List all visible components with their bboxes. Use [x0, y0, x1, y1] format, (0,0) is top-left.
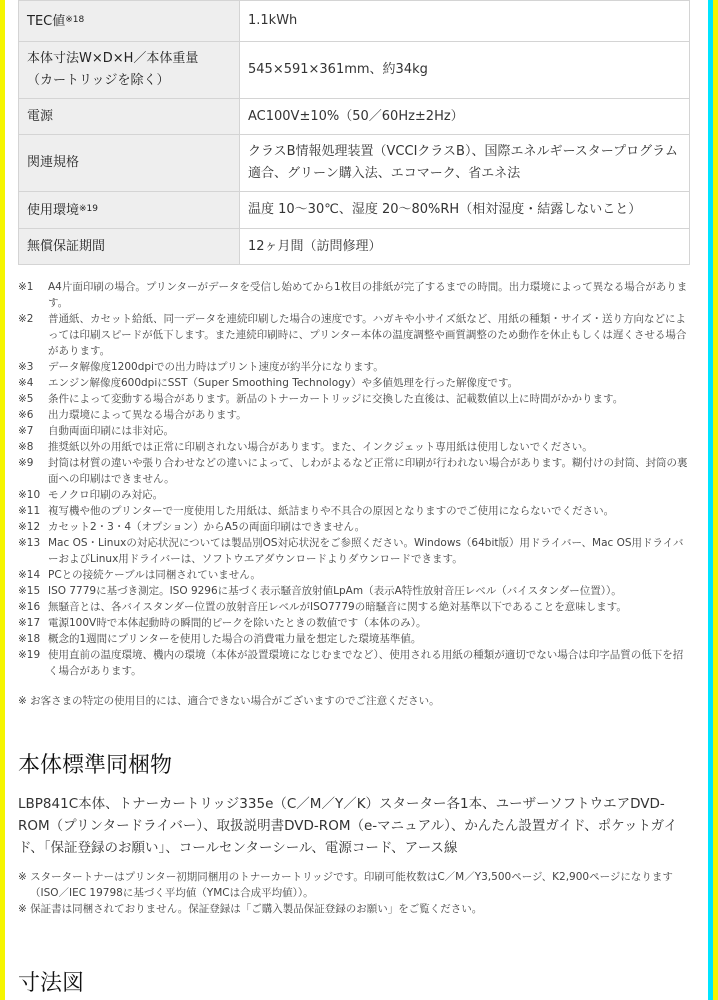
footnote: ※15 ISO 7779に基づき測定。ISO 9296に基づく表示騒音放射値LpAm（表示A特性放射音圧レベル（バイスタンダー位置））。 — [18, 585, 622, 597]
spec-label: 使用環境$^{※19}$ — [19, 192, 240, 229]
footnote: ※10 モノクロ印刷のみ対応。 — [18, 489, 164, 501]
bundle-note: ※ スタータートナーはプリンター初期同梱用のトナーカートリッジです。印刷可能枚数はC／M／Y3,500ページ、K2,900ページになります（ISO／IEC 19798に基づく平均値（YMCは合成平均値））。 — [18, 871, 673, 899]
left-edge-bar — [0, 0, 5, 1000]
spec-value: 12ヶ月間（訪問修理） — [240, 229, 690, 265]
bundle-notes — [18, 869, 690, 917]
caution-note: ※ お客さまの特定の使用目的には、適合できない場合がございますのでご注意ください。 — [18, 695, 440, 707]
footnotes — [18, 279, 690, 679]
spec-row-environment — [19, 192, 690, 229]
bundle-note: ※ 保証書は同梱されておりません。保証登録は「ご購入製品保証登録のお願い」をご覧ください。 — [18, 903, 483, 915]
spec-value: 1.1kWh — [240, 1, 690, 42]
spec-value: クラスB情報処理装置（VCCIクラスB）、国際エネルギースタープログラム適合、グリーン購入法、エコマーク、省エネ法 — [240, 135, 690, 192]
spec-row-size — [19, 42, 690, 99]
footnote: ※2 普通紙、カセット給紙、同一データを連続印刷した場合の速度です。ハガキや小サイズ紙など、用紙の種類・サイズ・送り方向などによっては印刷スピードが低下します。また連続印刷時に、プリンター本体の温度調整や画質調整のため動作を休止もしくは遅くさせる場合があります。 — [18, 313, 687, 357]
spec-label: TEC値$^{※18}$ — [19, 1, 240, 42]
spec-value: AC100V±10%（50／60Hz±2Hz） — [240, 99, 690, 135]
spec-value: 545×591×361mm、約34kg — [240, 42, 690, 99]
footnote: ※6 出力環境によって異なる場合があります。 — [18, 409, 247, 421]
footnote: ※16 無騒音とは、各バイスタンダー位置の放射音圧レベルがISO7779の暗騒音に関する絶対基準以下であることを意味します。 — [18, 601, 627, 613]
right-edge-bar — [708, 0, 718, 1000]
spec-value: 温度 10～30℃、湿度 20～80%RH（相対湿度・結露しないこと） — [240, 192, 690, 229]
spec-content — [18, 0, 690, 996]
footnote: ※5 条件によって変動する場合があります。新品のトナーカートリッジに交換した直後は、記載数値以上に時間がかかります。 — [18, 393, 624, 405]
footnote: ※17 電源100V時で本体起動時の瞬間的ピークを除いたときの数値です（本体のみ）。 — [18, 617, 427, 629]
spec-row-tec — [19, 1, 690, 42]
bundle-text: LBP841C本体、トナーカートリッジ335e（C／M／Y／K）スターター各1本、ユーザーソフトウエアDVD-ROM（プリンタードライバー）、取扱説明書DVD-ROM（e-マニュアル）、かんたん設置ガイド、ポケットガイド、「保証登録のお願い」、コールセンターシール、電源コード、アース線 — [18, 796, 678, 856]
spec-table — [18, 0, 690, 265]
footnote: ※4 エンジン解像度600dpiにSST（Super Smoothing Technology）や多値処理を行った解像度です。 — [18, 377, 519, 389]
spec-label: 無償保証期間 — [19, 229, 240, 265]
footnote: ※12 カセット2・3・4（オプション）からA5の両面印刷はできません。 — [18, 521, 366, 533]
footnote: ※7 自動両面印刷には非対応。 — [18, 425, 174, 437]
spec-label: 本体寸法W×D×H／本体重量 （カートリッジを除く） — [19, 42, 240, 99]
spec-row-power — [19, 99, 690, 135]
footnote: ※11 複写機や他のプリンターで一度使用した用紙は、紙詰まりや不具合の原因となりますのでご使用にならないでください。 — [18, 505, 615, 517]
footnote: ※1 A4片面印刷の場合。プリンターがデータを受信し始めてから1枚目の排紙が完了するまでの時間。出力環境によって異なる場合があります。 — [18, 281, 688, 309]
footnote: ※3 データ解像度1200dpiでの出力時はプリント速度が約半分になります。 — [18, 361, 384, 373]
footnote: ※19 使用直前の温度環境、機内の環境（本体が設置環境になじむまでなど）、使用される用紙の種類が適切でない場合は印字品質の低下を招く場合があります。 — [18, 649, 684, 677]
footnote: ※8 推奨紙以外の用紙では正常に印刷されない場合があります。また、インクジェット専用紙は使用しないでください。 — [18, 441, 593, 453]
spec-row-warranty — [19, 229, 690, 265]
dimensions-heading: 寸法図 — [18, 971, 85, 996]
footnote: ※18 概念的1週間にプリンターを使用した場合の消費電力量を想定した環境基準値。 — [18, 633, 422, 645]
footnote: ※9 封筒は材質の違いや張り合わせなどの違いによって、しわがよるなど正常に印刷が行われない場合があります。糊付けの封筒、封筒の裏面への印刷はできません。 — [18, 457, 688, 485]
footnote: ※13 Mac OS・Linuxの対応状況については製品別OS対応状況をご参照ください。Windows（64bit版）用ドライバー、Mac OS用ドライバーおよびLinux用ドライバーは、ソフトウエアダウンロードよりダウンロードできます。 — [18, 537, 684, 565]
spec-label: 関連規格 — [19, 135, 240, 192]
spec-row-standards — [19, 135, 690, 192]
spec-label: 電源 — [19, 99, 240, 135]
footnote: ※14 PCとの接続ケーブルは同梱されていません。 — [18, 569, 261, 581]
bundle-heading: 本体標準同梱物 — [18, 753, 173, 778]
